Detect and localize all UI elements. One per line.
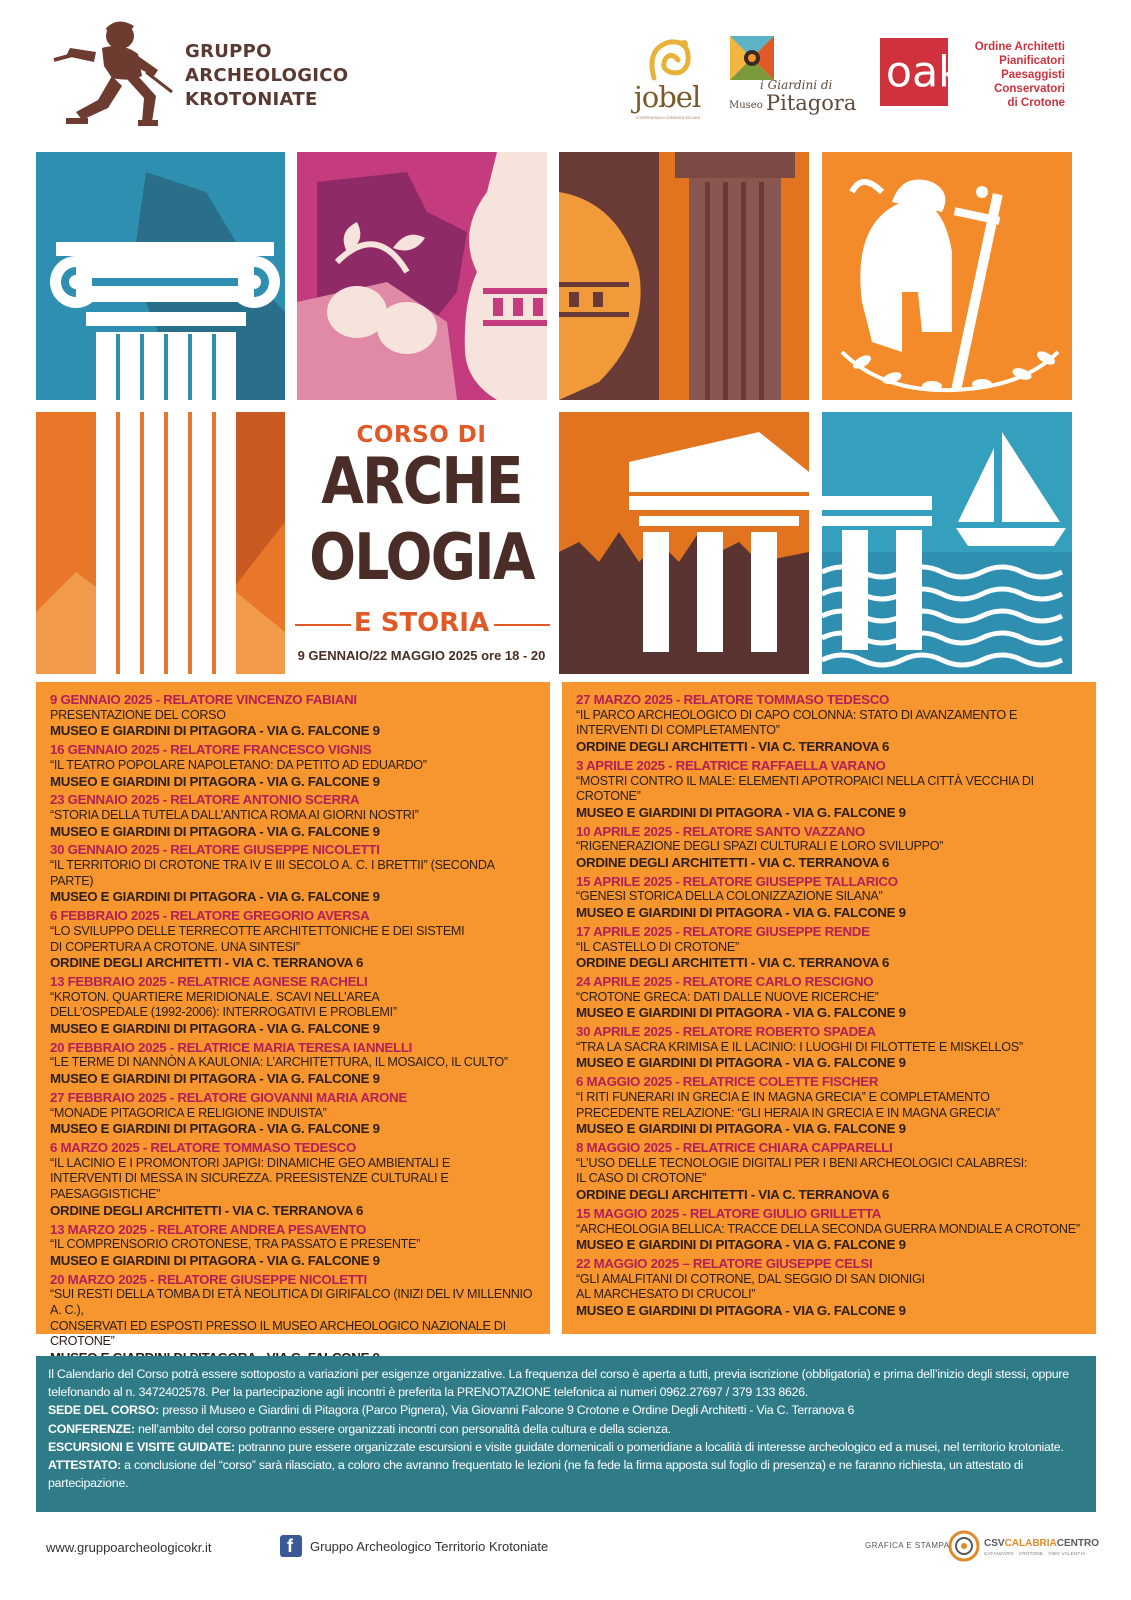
info-conf-text: nell’ambito del corso potranno essere organizzati incontri con personalità della cultura e della scienza. [134,1421,671,1436]
ionic-column-icon [36,152,285,400]
csv-name [984,1538,1099,1549]
schedule-entry [576,692,1084,755]
org-name-line: ARCHEOLOGICO [185,65,349,86]
schedule-entry [50,1090,538,1137]
tile-sea-sail [822,412,1072,674]
info-intro: Il Calendario del Corso potrà essere sottoposto a variazioni per esigenze organizzative. La frequenza del corso è aperta a tutti, previa iscrizione (obbligatoria) e prima dell’inizio degli stessi, oppure telefonando al n. 3472402578. Per la partecipazione agli incontri è preferita la PRENOTAZIONE telefonica ai numeri 0962.27697 / 379 133 8626. [48,1367,1069,1400]
entry-topic: CONSERVATI ED ESPOSTI PRESSO IL MUSEO ARCHEOLOGICO NAZIONALE DI CROTONE” [50,1318,506,1349]
ordine-architetti-logo [880,36,1080,116]
entry-topic: “LE TERME DI NANNÒN A KAULONIA: L’ARCHITETTURA, IL MOSAICO, IL CULTO” [50,1055,508,1070]
schedule-entry [576,1074,1084,1137]
warrior-logo-icon [46,18,174,130]
schedule-entry [576,1140,1084,1203]
schedule-entry [576,924,1084,971]
entry-topic: AL MARCHESATO DI CRUCOLI” [576,1287,756,1302]
website-link[interactable]: www.gruppoarcheologicokr.it [46,1540,212,1555]
print-credit: GRAFICA E STAMPA [865,1541,950,1550]
entry-topic: “GENESI STORICA DELLA COLONIZZAZIONE SILANA” [576,889,883,904]
entry-venue: ORDINE DEGLI ARCHITETTI - VIA C. TERRANOVA 6 [576,1187,890,1203]
facebook-icon[interactable]: f [280,1535,302,1557]
amphora-column-icon [559,152,809,400]
artwork-mosaic [36,152,1096,674]
info-attestato [48,1456,1084,1492]
schedule-entry [576,874,1084,921]
info-sede-text: presso il Museo e Giardini di Pitagora (Parco Pignera), Via Giovanni Falcone 9 Crotone e Ordine Degli Architetti - Via C. Terranova 6 [159,1403,855,1418]
entry-venue: MUSEO E GIARDINI DI PITAGORA - VIA G. FALCONE 9 [50,1071,380,1087]
entry-date-speaker: 10 APRILE 2025 - RELATORE SANTO VAZZANO [576,823,866,839]
schedule-entry [50,692,538,739]
helmet-laurel-icon [822,152,1072,400]
entry-date-speaker: 16 GENNAIO 2025 - RELATORE FRANCESCO VIGNIS [50,742,372,758]
tile-helmet-sword [822,152,1072,400]
museo-small: Museo [729,100,763,111]
tile-temple [559,412,809,674]
entry-venue: MUSEO E GIARDINI DI PITAGORA - VIA G. FALCONE 9 [50,1021,380,1037]
ordine-line: Conservatori [994,83,1065,95]
entry-topic: DI COPERTURA A CROTONE. UNA SINTESI” [50,939,300,954]
info-conferenze [48,1420,1084,1438]
csv-logo [948,1528,1100,1564]
entry-topic: “RIGENERAZIONE DEGLI SPAZI CULTURALI E LORO SVILUPPO” [576,839,944,854]
tile-ionic-column [36,152,285,400]
entry-date-speaker: 6 FEBBRAIO 2025 - RELATORE GREGORIO AVERSA [50,908,370,924]
tile-amphora-column [559,152,809,400]
title-e-storia-row [289,608,554,642]
schedule-entry [576,974,1084,1021]
entry-venue: MUSEO E GIARDINI DI PITAGORA - VIA G. FALCONE 9 [576,1121,906,1137]
ordine-line: di Crotone [1007,97,1065,109]
info-esc-text: potranno pure essere organizzate escursioni e visite guidate domenicali o pomeridiane a località di interesse archeologico ed a musei, nel territorio krotoniate. [234,1439,1064,1454]
entry-topic: “SUI RESTI DELLA TOMBA DI ETÀ NEOLITICA DI GIRIFALCO (INIZI DEL IV MILLENNIO A. C.), [50,1287,533,1318]
info-box [36,1356,1096,1512]
oak-mark-icon [880,38,963,106]
info-conf-label: CONFERENZE: [48,1421,135,1436]
entry-date-speaker: 24 APRILE 2025 - RELATORE CARLO RESCIGNO [576,973,874,989]
ordine-line: Paesaggisti [1001,69,1065,81]
csv-a: CSV [984,1538,1005,1549]
entry-topic: “LO SVILUPPO DELLE TERRECOTTE ARCHITETTONICHE E DEI SISTEMI [50,923,465,938]
title-line-2: OLOGIA [309,521,534,595]
entry-topic: IL CASO DI CROTONE” [576,1171,707,1186]
entry-topic: “KROTON. QUARTIERE MERIDIONALE. SCAVI NELL’AREA [50,989,380,1004]
entry-venue: MUSEO E GIARDINI DI PITAGORA - VIA G. FALCONE 9 [576,1303,906,1319]
museo-big: Pitagora [766,91,857,115]
info-escursioni [48,1438,1084,1456]
schedule-entry [50,974,538,1037]
schedule-entry [576,1256,1084,1319]
schedule-left-column [36,682,550,1349]
org-name-line: GRUPPO [185,41,272,62]
schedule-entry [50,842,538,905]
title-main [308,444,536,596]
entry-topic: “MOSTRI CONTRO IL MALE: ELEMENTI APOTROPAICI NELLA CITTÀ VECCHIA DI CROTONE” [576,773,1034,804]
entry-venue: ORDINE DEGLI ARCHITETTI - VIA C. TERRANOVA 6 [50,1202,364,1218]
ordine-line: Ordine Architetti [974,41,1065,53]
entry-venue: ORDINE DEGLI ARCHITETTI - VIA C. TERRANOVA 6 [576,955,890,971]
org-name [185,40,348,112]
entry-topic: “I RITI FUNERARI IN GRECIA E IN MAGNA GRECIA” E COMPLETAMENTO [576,1089,990,1104]
entry-topic: DELL’OSPEDALE (1992-2006): INTERROGATIVI E PROBLEMI” [50,1005,397,1020]
entry-topic: “L’USO DELLE TECNOLOGIE DIGITALI PER I BENI ARCHEOLOGICI CALABRESI: [576,1155,1028,1170]
ordine-line: Pianificatori [999,55,1065,67]
entry-date-speaker: 6 MARZO 2025 - RELATORE TOMMASO TEDESCO [50,1139,356,1155]
entry-venue: MUSEO E GIARDINI DI PITAGORA - VIA G. FALCONE 9 [576,804,906,820]
csv-c: CENTRO [1056,1538,1100,1549]
header [0,0,1131,145]
divider-right [494,624,550,626]
entry-topic: “IL PARCO ARCHEOLOGICO DI CAPO COLONNA: STATO DI AVANZAMENTO E [576,707,1018,722]
course-title-block [289,418,554,674]
tile-column-map [36,412,285,674]
csv-subtitle: CATANZARO · CROTONE · VIBO VALENTIA [984,1551,1086,1556]
info-sede [48,1401,1084,1419]
schedule-right-column [562,682,1096,1334]
entry-date-speaker: 6 MAGGIO 2025 - RELATRICE COLETTE FISCHER [576,1074,879,1090]
schedule-entry [576,824,1084,871]
schedule-entry [50,908,538,971]
entry-topic: PRESENTAZIONE DEL CORSO [50,707,226,722]
info-esc-label: ESCURSIONI E VISITE GUIDATE: [48,1439,235,1454]
entry-date-speaker: 17 APRILE 2025 - RELATORE GIUSEPPE RENDE [576,923,870,939]
entry-date-speaker: 22 MAGGIO 2025 – RELATORE GIUSEPPE CELSI [576,1255,873,1271]
entry-venue: ORDINE DEGLI ARCHITETTI - VIA C. TERRANOVA 6 [576,855,890,871]
entry-venue: MUSEO E GIARDINI DI PITAGORA - VIA G. FALCONE 9 [50,1252,380,1268]
entry-date-speaker: 13 MARZO 2025 - RELATORE ANDREA PESAVENTO [50,1221,366,1237]
greek-temple-icon [559,412,809,674]
entry-topic: “IL TEATRO POPOLARE NAPOLETANO: DA PETITO AD EDUARDO” [50,757,427,772]
sailboat-waves-icon [822,412,1072,674]
entry-date-speaker: 23 GENNAIO 2025 - RELATORE ANTONIO SCERRA [50,792,360,808]
entry-date-speaker: 13 FEBBRAIO 2025 - RELATRICE AGNESE RACHELI [50,973,368,989]
entry-venue: MUSEO E GIARDINI DI PITAGORA - VIA G. FALCONE 9 [576,1055,906,1071]
schedule-entry [50,742,538,789]
entry-topic: “STORIA DELLA TUTELA DALL’ANTICA ROMA AI GIORNI NOSTRI” [50,807,419,822]
jobel-subtitle: COOPERATIVA DI COMUNITÀ SOCIALE [635,116,701,120]
csv-circle-icon [948,1530,980,1562]
entry-date-speaker: 30 GENNAIO 2025 - RELATORE GIUSEPPE NICOLETTI [50,842,380,858]
entry-date-speaker: 20 MARZO 2025 - RELATORE GIUSEPPE NICOLETTI [50,1271,367,1287]
tile-vase-olives [297,152,547,400]
entry-topic: PRECEDENTE RELAZIONE: “GLI HERAIA IN GRECIA E IN MAGNA GRECIA” [576,1105,1000,1120]
entry-venue: ORDINE DEGLI ARCHITETTI - VIA C. TERRANOVA 6 [50,955,364,971]
schedule-entry [50,1222,538,1269]
entry-venue: MUSEO E GIARDINI DI PITAGORA - VIA G. FALCONE 9 [576,905,906,921]
ordine-text [955,40,1065,110]
entry-topic: “MONADE PITAGORICA E RELIGIONE INDUISTA” [50,1105,327,1120]
title-corso-di: CORSO DI [356,422,487,448]
footer [0,1520,1131,1600]
entry-date-speaker: 8 MAGGIO 2025 - RELATRICE CHIARA CAPPARELLI [576,1139,893,1155]
entry-topic: “ARCHEOLOGIA BELLICA: TRACCE DELLA SECONDA GUERRA MONDIALE A CROTONE” [576,1221,1080,1236]
schedule-entry [576,1024,1084,1071]
entry-date-speaker: 27 MARZO 2025 - RELATORE TOMMASO TEDESCO [576,692,890,707]
entry-topic: “IL COMPRENSORIO CROTONESE, TRA PASSATO E PRESENTE” [50,1237,421,1252]
jobel-wordmark: jobel [633,80,701,114]
entry-topic: “CROTONE GRECA: DATI DALLE NUOVE RICERCHE” [576,989,879,1004]
entry-venue: MUSEO E GIARDINI DI PITAGORA - VIA G. FALCONE 9 [50,773,380,789]
entry-topic: “IL CASTELLO DI CROTONE” [576,939,739,954]
title-line-1: ARCHE [321,445,522,519]
entry-venue: MUSEO E GIARDINI DI PITAGORA - VIA G. FALCONE 9 [576,1005,906,1021]
entry-topic: “IL TERRITORIO DI CROTONE TRA IV E III SECOLO A. C. I BRETTII” (SECONDA PARTE) [50,858,495,888]
info-att-text: a conclusione del “corso” sarà rilasciato, a coloro che avranno frequentato le lezioni (ne fa fede la firma apposta sul foglio di presenza) e ne faranno richiesta, un attestato di partecipazione. [48,1458,1024,1491]
entry-venue: MUSEO E GIARDINI DI PITAGORA - VIA G. FALCONE 9 [50,723,380,739]
org-name-line: KROTONIATE [185,89,318,110]
schedule-entry [50,1272,538,1366]
museo-line1: i Giardini di [760,78,833,92]
entry-date-speaker: 30 APRILE 2025 - RELATORE ROBERTO SPADEA [576,1024,876,1040]
column-shaft-icon [36,412,285,674]
entry-topic: INTERVENTI DI MESSA IN SICUREZZA. PREESISTENZE CULTURALI E PAESAGGISTICHE” [50,1171,449,1202]
schedule-entry [50,1140,538,1219]
entry-date-speaker: 9 GENNAIO 2025 - RELATORE VINCENZO FABIANI [50,692,357,707]
entry-topic: “GLI AMALFITANI DI COTRONE, DAL SEGGIO DI SAN DIONIGI [576,1271,925,1286]
entry-venue: ORDINE DEGLI ARCHITETTI - VIA C. TERRANOVA 6 [576,739,890,755]
title-e-storia: E STORIA [353,608,490,638]
entry-venue: MUSEO E GIARDINI DI PITAGORA - VIA G. FALCONE 9 [50,889,380,905]
csv-b: CALABRIA [1004,1538,1057,1549]
entry-date-speaker: 15 APRILE 2025 - RELATORE GIUSEPPE TALLARICO [576,873,898,889]
entry-date-speaker: 27 FEBBRAIO 2025 - RELATORE GIOVANNI MARIA ARONE [50,1089,407,1105]
entry-date-speaker: 20 FEBBRAIO 2025 - RELATRICE MARIA TERESA IANNELLI [50,1039,413,1055]
entry-topic: INTERVENTI DI COMPLETAMENTO” [576,723,780,738]
amphora-olives-icon [297,152,547,400]
entry-topic: “IL LACINIO E I PROMONTORI JAPIGI: DINAMICHE GEO AMBIENTALI E [50,1155,450,1170]
entry-venue: MUSEO E GIARDINI DI PITAGORA - VIA G. FALCONE 9 [50,1121,380,1137]
entry-topic: “TRA LA SACRA KRIMISA E IL LACINIO: I LUOGHI DI FILOTTETE E MISKELLOS” [576,1039,1023,1054]
schedule-entry [50,1040,538,1087]
facebook-page-link[interactable]: Gruppo Archeologico Territorio Krotoniate [310,1539,549,1554]
museo-logo [726,34,856,120]
info-att-label: ATTESTATO: [48,1458,121,1473]
oak-mark-text: oak [885,47,963,98]
entry-date-speaker: 15 MAGGIO 2025 - RELATORE GIULIO GRILLETTA [576,1205,882,1221]
jobel-logo [626,34,708,120]
schedule-entry [576,1206,1084,1253]
info-sede-label: SEDE DEL CORSO: [48,1403,159,1418]
entry-date-speaker: 3 APRILE 2025 - RELATRICE RAFFAELLA VARANO [576,757,886,773]
entry-venue: MUSEO E GIARDINI DI PITAGORA - VIA G. FALCONE 9 [576,1237,906,1253]
schedule-entry [576,758,1084,821]
schedule-entry [50,792,538,839]
entry-venue: MUSEO E GIARDINI DI PITAGORA - VIA G. FALCONE 9 [50,823,380,839]
course-dates: 9 GENNAIO/22 MAGGIO 2025 ore 18 - 20 [297,648,546,663]
